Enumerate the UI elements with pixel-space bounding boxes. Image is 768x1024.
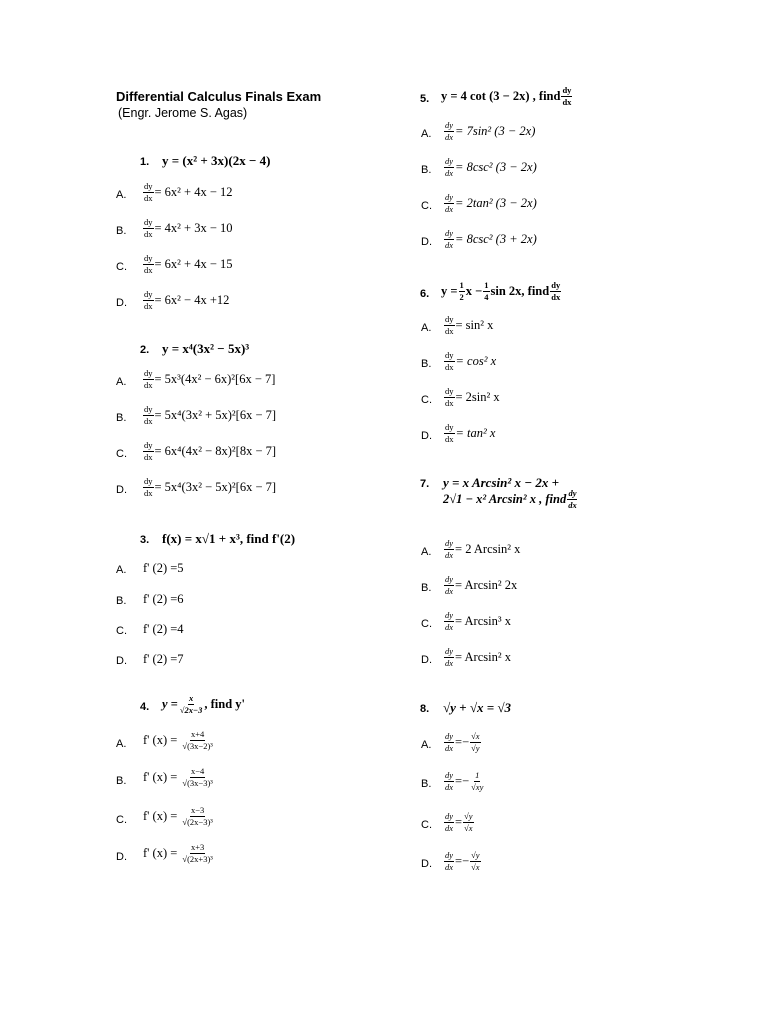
- option-letter: D.: [421, 858, 432, 870]
- question-fraction: $\frac{x}{√2x-3}$: [179, 693, 203, 715]
- option-letter: B.: [116, 595, 127, 607]
- option-answer: f' (2) =6: [143, 592, 184, 606]
- option-answer: $\frac{dy}{dx}$ = 6x² + 4x − 12: [144, 181, 233, 203]
- derivative-fraction: $\frac{dy}{dx}$: [144, 217, 153, 239]
- option-letter: A.: [421, 322, 432, 334]
- question-number: 4.: [140, 701, 150, 713]
- answer-fraction: $\frac{x+4}{\text{√(3x−2)³}}$: [182, 729, 213, 751]
- answer-fraction: $\frac{√y}{√x}$: [464, 811, 473, 833]
- option-letter: C.: [116, 625, 127, 637]
- option-letter: B.: [116, 225, 127, 237]
- derivative-fraction: $\frac{dy}{dx}$: [144, 368, 153, 390]
- derivative-fraction: $\frac{dy}{dx}$: [445, 156, 454, 178]
- option-letter: B.: [421, 164, 432, 176]
- option-answer: f' (x) = $\frac{x+4}{\text{√(3x−2)³}}$: [143, 729, 213, 751]
- option-answer: $\frac{dy}{dx}$ = 4x² + 3x − 10: [144, 217, 233, 239]
- option-answer: f' (x) = $\frac{x+3}{\text{√(2x+3)³}}$: [143, 842, 213, 864]
- option-letter: A.: [421, 546, 432, 558]
- half-fraction: $\frac{1}{2}$: [459, 280, 464, 302]
- derivative-fraction: $\frac{dy}{dx}$: [562, 85, 572, 107]
- option-letter: B.: [116, 775, 127, 787]
- option-answer: $\frac{dy}{dx}$ = Arcsin³ x: [445, 610, 511, 632]
- option-answer: $\frac{dy}{dx}$ = 6x² − 4x +12: [144, 289, 230, 311]
- option-answer: f' (x) = $\frac{x-4}{\text{√(3x−3)³}}$: [143, 766, 213, 788]
- question-number: 7.: [420, 478, 430, 490]
- derivative-fraction: $\frac{dy}{dx}$: [144, 404, 153, 426]
- answer-fraction: $\frac{x-3}{\text{√(2x−3)³}}$: [182, 805, 213, 827]
- option-letter: D.: [116, 851, 127, 863]
- option-answer: $\frac{dy}{dx}$ = 5x⁴(3x² − 5x)²[6x − 7]: [144, 476, 277, 498]
- option-letter: B.: [421, 582, 432, 594]
- option-answer: $\frac{dy}{dx}$ = tan² x: [445, 422, 496, 444]
- option-answer: $\frac{dy}{dx}$ = 8csc² (3 + 2x): [445, 228, 537, 250]
- option-letter: A.: [421, 128, 432, 140]
- question-text: y = x⁴(3x² − 5x)³: [162, 341, 250, 356]
- question-text: y = $\frac{x}{√2x-3}$ , find y': [162, 693, 246, 715]
- option-letter: D.: [421, 430, 432, 442]
- option-answer: $\frac{dy}{dx}$ = 5x⁴(3x² + 5x)²[6x − 7]: [144, 404, 277, 426]
- option-answer: $\frac{dy}{dx}$ = Arcsin² 2x: [445, 574, 518, 596]
- option-answer: $\frac{dy}{dx}$ =− $\frac{√x}{√y}$: [445, 731, 480, 753]
- option-letter: C.: [116, 814, 127, 826]
- option-letter: A.: [116, 564, 127, 576]
- question-text: y = (x² + 3x)(2x − 4): [162, 153, 271, 168]
- derivative-fraction: $\frac{dy}{dx}$: [445, 386, 454, 408]
- derivative-fraction: $\frac{dy}{dx}$: [551, 280, 561, 302]
- exam-author: (Engr. Jerome S. Agas): [118, 106, 248, 120]
- option-letter: A.: [421, 739, 432, 751]
- derivative-fraction: $\frac{dy}{dx}$: [144, 476, 153, 498]
- option-answer: $\frac{dy}{dx}$ = 2sin² x: [445, 386, 500, 408]
- option-answer: $\frac{dy}{dx}$ = 2tan² (3 − 2x): [445, 192, 537, 214]
- option-answer: f' (2) =7: [143, 652, 184, 666]
- option-answer: $\frac{dy}{dx}$ = 6x² + 4x − 15: [144, 253, 233, 275]
- option-letter: D.: [421, 654, 432, 666]
- option-answer: $\frac{dy}{dx}$ = 6x⁴(4x² − 8x)²[8x − 7]: [144, 440, 277, 462]
- question-text: y = $\frac{1}{2}$ x − $\frac{1}{4}$ sin 2x, find $\frac{dy}{dx}$: [441, 280, 561, 302]
- derivative-fraction: $\frac{dy}{dx}$: [568, 488, 577, 510]
- derivative-fraction: $\frac{dy}{dx}$: [144, 253, 153, 275]
- question-text: √y + √x = √3: [443, 700, 511, 715]
- option-letter: C.: [421, 819, 432, 831]
- question-number: 3.: [140, 534, 150, 546]
- derivative-fraction: $\frac{dy}{dx}$: [445, 610, 454, 632]
- option-letter: C.: [421, 394, 432, 406]
- derivative-fraction: $\frac{dy}{dx}$: [445, 538, 454, 560]
- question-number: 5.: [420, 93, 430, 105]
- question-number: 2.: [140, 344, 150, 356]
- option-answer: $\frac{dy}{dx}$ = sin² x: [445, 314, 494, 336]
- option-letter: A.: [116, 189, 127, 201]
- question-text: y = 4 cot (3 − 2x) , find $\frac{dy}{dx}$: [441, 85, 572, 107]
- option-answer: f' (2) =5: [143, 561, 184, 575]
- derivative-fraction: $\frac{dy}{dx}$: [445, 770, 454, 792]
- derivative-fraction: $\frac{dy}{dx}$: [445, 646, 454, 668]
- option-answer: $\frac{dy}{dx}$ = 5x³(4x² − 6x)²[6x − 7]: [144, 368, 276, 390]
- answer-fraction: $\frac{x+3}{\text{√(2x+3)³}}$: [182, 842, 213, 864]
- question-text-line2: 2√1 − x² Arcsin² x , find $\frac{dy}{dx}$: [443, 488, 577, 510]
- option-answer: $\frac{dy}{dx}$ = Arcsin² x: [445, 646, 511, 668]
- derivative-fraction: $\frac{dy}{dx}$: [445, 228, 454, 250]
- option-letter: A.: [116, 376, 127, 388]
- question-number: 8.: [420, 703, 430, 715]
- option-letter: A.: [116, 738, 127, 750]
- answer-fraction: $\frac{1}{√xy}$: [471, 770, 484, 792]
- option-letter: C.: [116, 448, 127, 460]
- option-answer: $\frac{dy}{dx}$ = 7sin² (3 − 2x): [445, 120, 536, 142]
- answer-fraction: $\frac{√x}{√y}$: [471, 731, 480, 753]
- answer-fraction: $\frac{x-4}{\text{√(3x−3)³}}$: [182, 766, 213, 788]
- option-answer: $\frac{dy}{dx}$ =− $\frac{1}{√xy}$: [445, 770, 484, 792]
- derivative-fraction: $\frac{dy}{dx}$: [445, 350, 454, 372]
- derivative-fraction: $\frac{dy}{dx}$: [445, 850, 454, 872]
- option-answer: $\frac{dy}{dx}$ = cos² x: [445, 350, 497, 372]
- option-letter: B.: [116, 412, 127, 424]
- exam-title: Differential Calculus Finals Exam: [116, 89, 322, 104]
- option-letter: C.: [421, 200, 432, 212]
- derivative-fraction: $\frac{dy}{dx}$: [445, 811, 454, 833]
- derivative-fraction: $\frac{dy}{dx}$: [445, 422, 454, 444]
- question-text: f(x) = x√1 + x³, find f'(2): [162, 531, 296, 546]
- option-letter: B.: [421, 778, 432, 790]
- question-number: 6.: [420, 288, 430, 300]
- option-letter: D.: [116, 297, 127, 309]
- derivative-fraction: $\frac{dy}{dx}$: [445, 120, 454, 142]
- option-answer: $\frac{dy}{dx}$ = 2 Arcsin² x: [445, 538, 521, 560]
- option-answer: f' (x) = $\frac{x-3}{\text{√(2x−3)³}}$: [143, 805, 213, 827]
- derivative-fraction: $\frac{dy}{dx}$: [144, 440, 153, 462]
- quarter-fraction: $\frac{1}{4}$: [484, 280, 489, 302]
- derivative-fraction: $\frac{dy}{dx}$: [445, 314, 454, 336]
- option-answer: $\frac{dy}{dx}$ = 8csc² (3 − 2x): [445, 156, 537, 178]
- option-answer: $\frac{dy}{dx}$ =− $\frac{√y}{√x}$: [445, 850, 480, 872]
- derivative-fraction: $\frac{dy}{dx}$: [445, 574, 454, 596]
- option-letter: D.: [116, 655, 127, 667]
- option-answer: f' (2) =4: [143, 622, 184, 636]
- question-number: 1.: [140, 156, 150, 168]
- answer-fraction: $\frac{√y}{√x}$: [471, 850, 480, 872]
- option-letter: C.: [421, 618, 432, 630]
- derivative-fraction: $\frac{dy}{dx}$: [445, 731, 454, 753]
- derivative-fraction: $\frac{dy}{dx}$: [144, 181, 153, 203]
- option-letter: B.: [421, 358, 432, 370]
- derivative-fraction: $\frac{dy}{dx}$: [445, 192, 454, 214]
- question-text-line1: y = x Arcsin² x − 2x +: [443, 475, 560, 490]
- derivative-fraction: $\frac{dy}{dx}$: [144, 289, 153, 311]
- option-letter: D.: [116, 484, 127, 496]
- option-letter: C.: [116, 261, 127, 273]
- option-answer: $\frac{dy}{dx}$ = $\frac{√y}{√x}$: [445, 811, 473, 833]
- option-letter: D.: [421, 236, 432, 248]
